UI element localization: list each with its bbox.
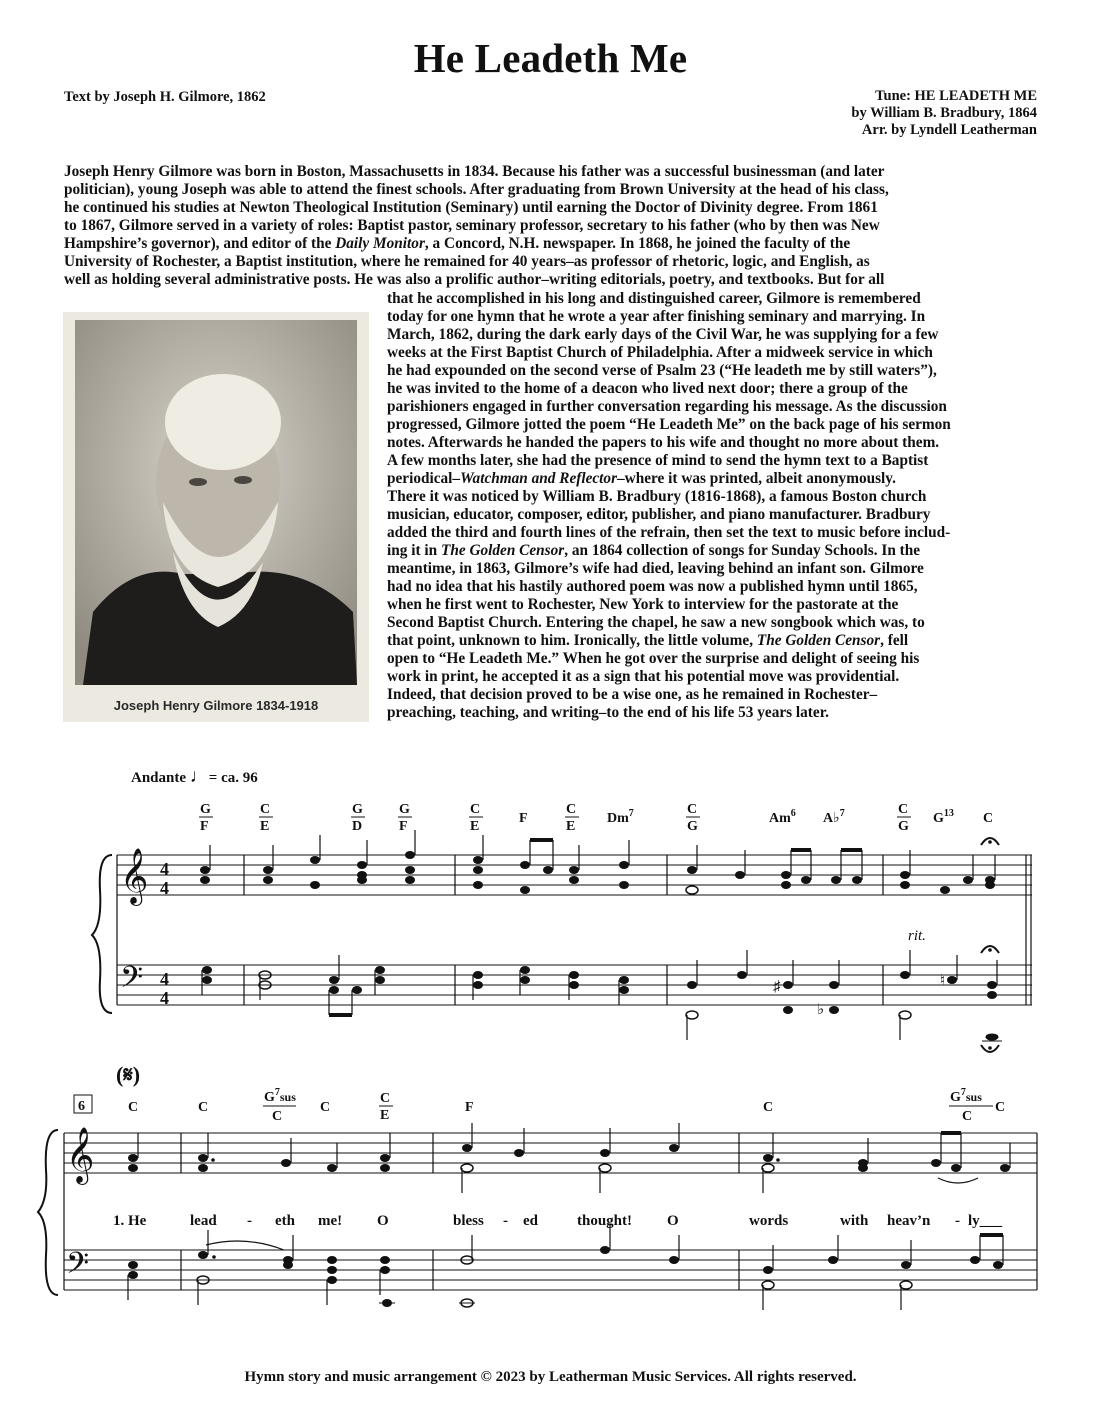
story-line: weeks at the First Baptist Church of Philadelphia. After a midweek service in which: [387, 344, 933, 361]
svg-text:Am6: Am$^6$: [769, 808, 796, 826]
story-line: he had expounded on the second verse of Psalm 23 (“He leadeth me by still waters”),: [387, 362, 937, 379]
story-line: Joseph Henry Gilmore was born in Boston, Massachusetts in 1834. Because his father was a successful businessman (and later: [64, 163, 885, 180]
svg-text:4: 4: [160, 988, 169, 1008]
story-paragraph-top: [64, 163, 1040, 289]
story-line: added the third and fourth lines of the refrain, then set the text to music before includ-: [387, 524, 951, 541]
svg-text:F: F: [200, 819, 209, 834]
svg-text:C: C: [260, 802, 271, 817]
story-line: A few months later, she had the presence of mind to send the hymn text to a Baptist: [387, 452, 929, 469]
segno-icon: (𝄋): [116, 1062, 141, 1087]
story-line: that he accomplished in his long and distinguished career, Gilmore is remembered: [387, 290, 921, 307]
bass-clef-icon: 𝄢: [66, 1247, 90, 1287]
svg-text:C: C: [128, 1100, 139, 1115]
story-line: had no idea that his hastily authored poem was now a published hymn until 1865,: [387, 578, 918, 595]
story-paragraph-side: [387, 290, 1047, 722]
svg-text:E: E: [380, 1108, 390, 1123]
lyric-syllable: bless: [453, 1213, 484, 1229]
svg-text:4: 4: [160, 969, 169, 989]
svg-text:C: C: [962, 1109, 973, 1124]
copyright-footer: Hymn story and music arrangement © 2023 by Leatherman Music Services. All rights reserved.: [244, 1369, 857, 1385]
story-line: University of Rochester, a Baptist institution, where he remained for 40 years–as professor of rhetoric, logic, and English, as: [64, 253, 870, 270]
svg-text:♭: ♭: [817, 1002, 825, 1018]
story-line: to 1867, Gilmore served in a variety of roles: Baptist pastor, seminary professor, secretary to his father (who by then was New: [64, 217, 880, 234]
lyric-syllable: with: [840, 1213, 869, 1229]
bass-notes: [128, 1246, 1003, 1307]
chord-symbols: [199, 802, 993, 834]
story-line: meantime, in 1863, Gilmore’s wife had died, leaving behind an infant son. Gilmore: [387, 560, 924, 577]
brace: [92, 855, 112, 1013]
lyric-syllable: -: [955, 1213, 960, 1229]
svg-text:G: G: [200, 802, 211, 817]
story-line: There it was noticed by William B. Bradbury (1816-1868), a famous Boston church: [387, 488, 927, 505]
svg-text:D: D: [352, 819, 363, 834]
svg-text:C: C: [566, 802, 577, 817]
tune-arranger: Arr. by Lyndell Leatherman: [861, 122, 1037, 138]
svg-text:G: G: [399, 802, 410, 817]
story-line: today for one hymn that he wrote a year after finishing seminary and marrying. In: [387, 308, 926, 325]
lyric-syllable: O: [377, 1213, 389, 1229]
bass-notes: [202, 966, 997, 1014]
tune-name: Tune: HE LEADETH ME: [875, 88, 1037, 104]
svg-text:Dm7: Dm$^7$: [607, 808, 634, 826]
svg-text:4: 4: [160, 859, 169, 879]
chord-symbols: [128, 1087, 1005, 1124]
svg-text:C: C: [983, 811, 994, 826]
svg-text:C: C: [198, 1100, 209, 1115]
lyrics: [113, 1213, 1003, 1229]
svg-text:G: G: [898, 819, 909, 834]
lyric-syllable: words: [749, 1213, 789, 1229]
svg-text:G7sus: $G^7sus$: [950, 1087, 982, 1105]
story-line: March, 1862, during the dark early days of the Civil War, he was supplying for a few: [387, 326, 939, 343]
story-line: he continued his studies at Newton Theological Institution (Seminary) until earning the Doctor of Divinity degree. From 1861: [64, 199, 878, 216]
time-signature: [160, 859, 169, 1008]
svg-text:E: E: [260, 819, 270, 834]
svg-text:E: E: [566, 819, 576, 834]
treble-clef-icon: 𝄞: [120, 850, 149, 903]
story-line: politician), young Joseph was able to attend the finest schools. After graduating from Brown University at the head of his class,: [64, 181, 889, 198]
story-line: Indeed, that decision proved to be a wise one, as he remained in Rochester–: [387, 686, 878, 703]
tempo-value: = ca. 96: [208, 770, 258, 786]
treble-notes: [200, 851, 995, 894]
lyric-syllable: -: [503, 1213, 508, 1229]
bass-staff: [64, 1250, 1037, 1290]
story-line: ing it in The Golden Censor, an 1864 collection of songs for Sunday Schools. In the: [387, 542, 921, 559]
svg-text:C: C: [995, 1100, 1006, 1115]
tune-credit: [851, 88, 1037, 139]
svg-text:C: C: [272, 1109, 283, 1124]
svg-text:A♭7: A♭$^7$: [823, 808, 845, 826]
svg-text:F: F: [519, 811, 528, 826]
story-line: that point, unknown to him. Ironically, the little volume, The Golden Censor, fell: [387, 632, 909, 649]
svg-text:C: C: [763, 1100, 774, 1115]
svg-text:C: C: [380, 1091, 391, 1106]
quarter-note-icon: ♩: [189, 766, 209, 787]
story-line: when he first went to Rochester, New York to interview for the pastorate at the: [387, 596, 899, 613]
svg-text:F: F: [465, 1100, 474, 1115]
lyric-syllable: O: [667, 1213, 679, 1229]
lyric-syllable: lead: [190, 1213, 217, 1229]
lyric-syllable: me!: [318, 1213, 343, 1229]
story-line: parishioners engaged in further conversation regarding his message. As the discussion: [387, 398, 947, 415]
story-line: periodical–Watchman and Reflector–where it was printed, albeit anonymously.: [387, 470, 896, 487]
lyric-syllable: 1. He: [113, 1213, 147, 1229]
story-line: notes. Afterwards he handed the papers to his wife and thought no more about them.: [387, 434, 940, 451]
svg-text:G: G: [352, 802, 363, 817]
treble-clef-icon: 𝄞: [66, 1129, 95, 1182]
story-line: he was invited to the home of a deacon who lived next door; there a group of the: [387, 380, 908, 397]
tune-composer: by William B. Bradbury, 1864: [851, 105, 1037, 121]
bass-stems: [128, 1225, 1003, 1310]
story-line: Second Baptist Church. Entering the chapel, he saw a new songbook which was, to: [387, 614, 925, 631]
svg-text:♯: ♯: [773, 979, 781, 995]
svg-text:G7sus: $G^7sus$: [264, 1087, 296, 1105]
story-line: Hampshire’s governor), and editor of the Daily Monitor, a Concord, N.H. newspaper. In 1868, he joined the faculty of the: [64, 235, 851, 252]
story-line: musician, educator, composer, editor, publisher, and piano manufacturer. Bradbury: [387, 506, 931, 523]
story-line: well as holding several administrative posts. He was also a prolific author–writing editorials, poetry, and textbooks. But for all: [64, 271, 885, 288]
photo-caption: Joseph Henry Gilmore 1834-1918: [113, 698, 319, 713]
story-line: open to “He Leadeth Me.” When he got over the surprise and delight of seeing his: [387, 650, 920, 667]
tempo-word: Andante: [131, 770, 187, 786]
lyric-syllable: heav’n: [887, 1213, 931, 1229]
lyric-syllable: ed: [523, 1213, 538, 1229]
svg-text:C: C: [898, 802, 909, 817]
measure-number: 6: [78, 1099, 85, 1114]
portrait-photo: [63, 312, 369, 722]
svg-text:C: C: [687, 802, 698, 817]
page-title: He Leadeth Me: [413, 35, 688, 81]
music-system-2: [0, 1060, 1101, 1310]
svg-text:G: G: [687, 819, 698, 834]
lyric-syllable: -: [247, 1213, 252, 1229]
treble-notes: [128, 1144, 1010, 1172]
brace: [38, 1130, 58, 1295]
svg-text:C: C: [470, 802, 481, 817]
lyric-syllable: ly___: [968, 1213, 1003, 1229]
text-credit: Text by Joseph H. Gilmore, 1862: [64, 89, 266, 105]
story-line: progressed, Gilmore jotted the poem “He Leadeth Me” on the back page of his sermon: [387, 416, 951, 433]
svg-text:♮: ♮: [940, 973, 946, 989]
svg-text:E: E: [470, 819, 480, 834]
treble-staff: [64, 1133, 1037, 1173]
svg-text:G13: $G^{13}$: [933, 808, 954, 826]
story-line: work in print, he accepted it as a sign that his potential move was providential.: [387, 668, 900, 685]
tempo-marking: [131, 766, 258, 788]
svg-text:F: F: [399, 819, 408, 834]
lyric-syllable: eth: [275, 1213, 295, 1229]
story-line: preaching, teaching, and writing–to the end of his life 53 years later.: [387, 704, 829, 721]
treble-staff: [117, 855, 1032, 895]
lyric-syllable: thought!: [577, 1213, 633, 1229]
music-system-1: [0, 795, 1101, 1065]
rit-marking: rit.: [908, 928, 926, 944]
svg-text:C: C: [320, 1100, 331, 1115]
svg-text:4: 4: [160, 878, 169, 898]
bass-clef-icon: 𝄢: [120, 961, 144, 1001]
